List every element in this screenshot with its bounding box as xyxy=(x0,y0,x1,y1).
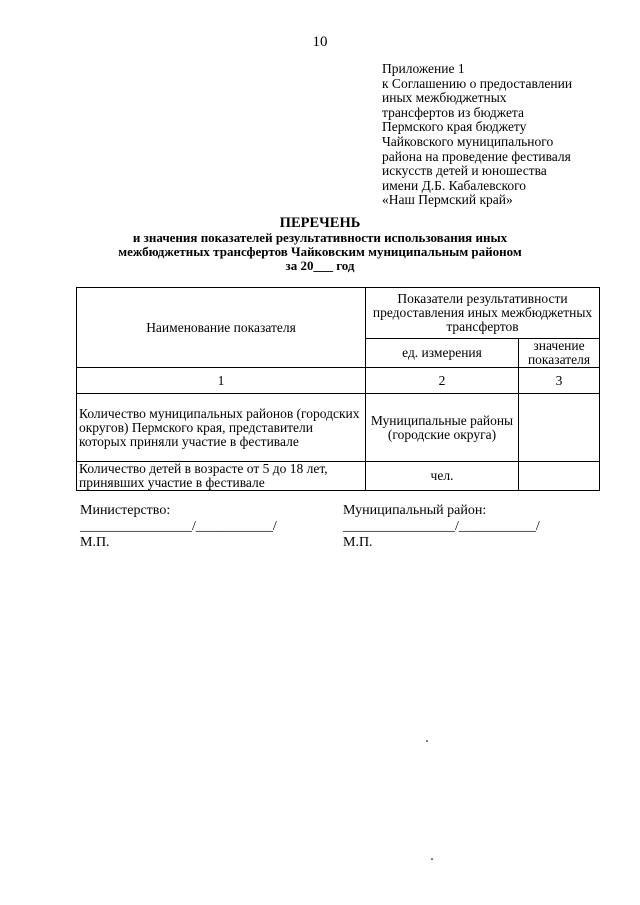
appendix-line: искусств детей и юношества xyxy=(382,163,547,179)
title-heading: ПЕРЕЧЕНЬ xyxy=(279,215,361,231)
appendix-header xyxy=(382,62,622,208)
scan-speck xyxy=(431,858,433,860)
column-header-name: Наименование показателя xyxy=(77,288,366,368)
indicators-table xyxy=(76,287,600,491)
column-header-unit: ед. измерения xyxy=(366,339,519,368)
appendix-line: Чайковского муниципального xyxy=(382,133,554,149)
appendix-line: Пермского края бюджету xyxy=(382,119,527,135)
title-line-3: за 20___ год xyxy=(285,258,355,273)
column-number: 3 xyxy=(519,368,600,394)
column-numbers-row xyxy=(77,368,600,394)
district-label: Муниципальный район: xyxy=(343,503,487,518)
appendix-line: «Наш Пермский край» xyxy=(382,192,513,208)
district-signature-line: ________________/___________/ xyxy=(343,519,540,534)
district-signature-block xyxy=(343,503,540,551)
indicator-unit: чел. xyxy=(366,462,519,491)
indicator-value xyxy=(519,394,600,462)
appendix-line: трансфертов из бюджета xyxy=(382,104,524,120)
indicator-value xyxy=(519,462,600,491)
document-title xyxy=(0,216,640,273)
appendix-line: к Соглашению о предоставлении xyxy=(382,75,573,91)
table-row xyxy=(77,394,600,462)
table-row xyxy=(77,462,600,491)
title-line-2: межбюджетных трансфертов Чайковским муниципальным районом xyxy=(118,244,522,259)
indicator-name: Количество детей в возрасте от 5 до 18 лет, принявших участие в фестивале xyxy=(77,462,366,491)
ministry-stamp-label: М.П. xyxy=(80,535,110,550)
appendix-line: имени Д.Б. Кабалевского xyxy=(382,177,527,193)
column-header-value: значение показателя xyxy=(519,339,600,368)
indicator-name: Количество муниципальных районов (городских округов) Пермского края, представители которых приняли участие в фестивале xyxy=(77,394,366,462)
page-number: 10 xyxy=(312,34,328,50)
appendix-line: района на проведение фестиваля xyxy=(382,148,571,164)
column-number: 1 xyxy=(77,368,366,394)
ministry-signature-block xyxy=(80,503,277,551)
district-stamp-label: М.П. xyxy=(343,535,373,550)
appendix-line: иных межбюджетных xyxy=(382,90,507,106)
column-number: 2 xyxy=(366,368,519,394)
indicator-unit: Муниципальные районы (городские округа) xyxy=(366,394,519,462)
column-header-group: Показатели результативности предоставления иных межбюджетных трансфертов xyxy=(366,288,600,339)
appendix-line: Приложение 1 xyxy=(382,61,465,76)
scan-speck xyxy=(426,740,428,742)
ministry-signature-line: ________________/___________/ xyxy=(80,519,277,534)
title-line-1: и значения показателей результативности использования иных xyxy=(132,230,508,245)
ministry-label: Министерство: xyxy=(80,503,171,518)
